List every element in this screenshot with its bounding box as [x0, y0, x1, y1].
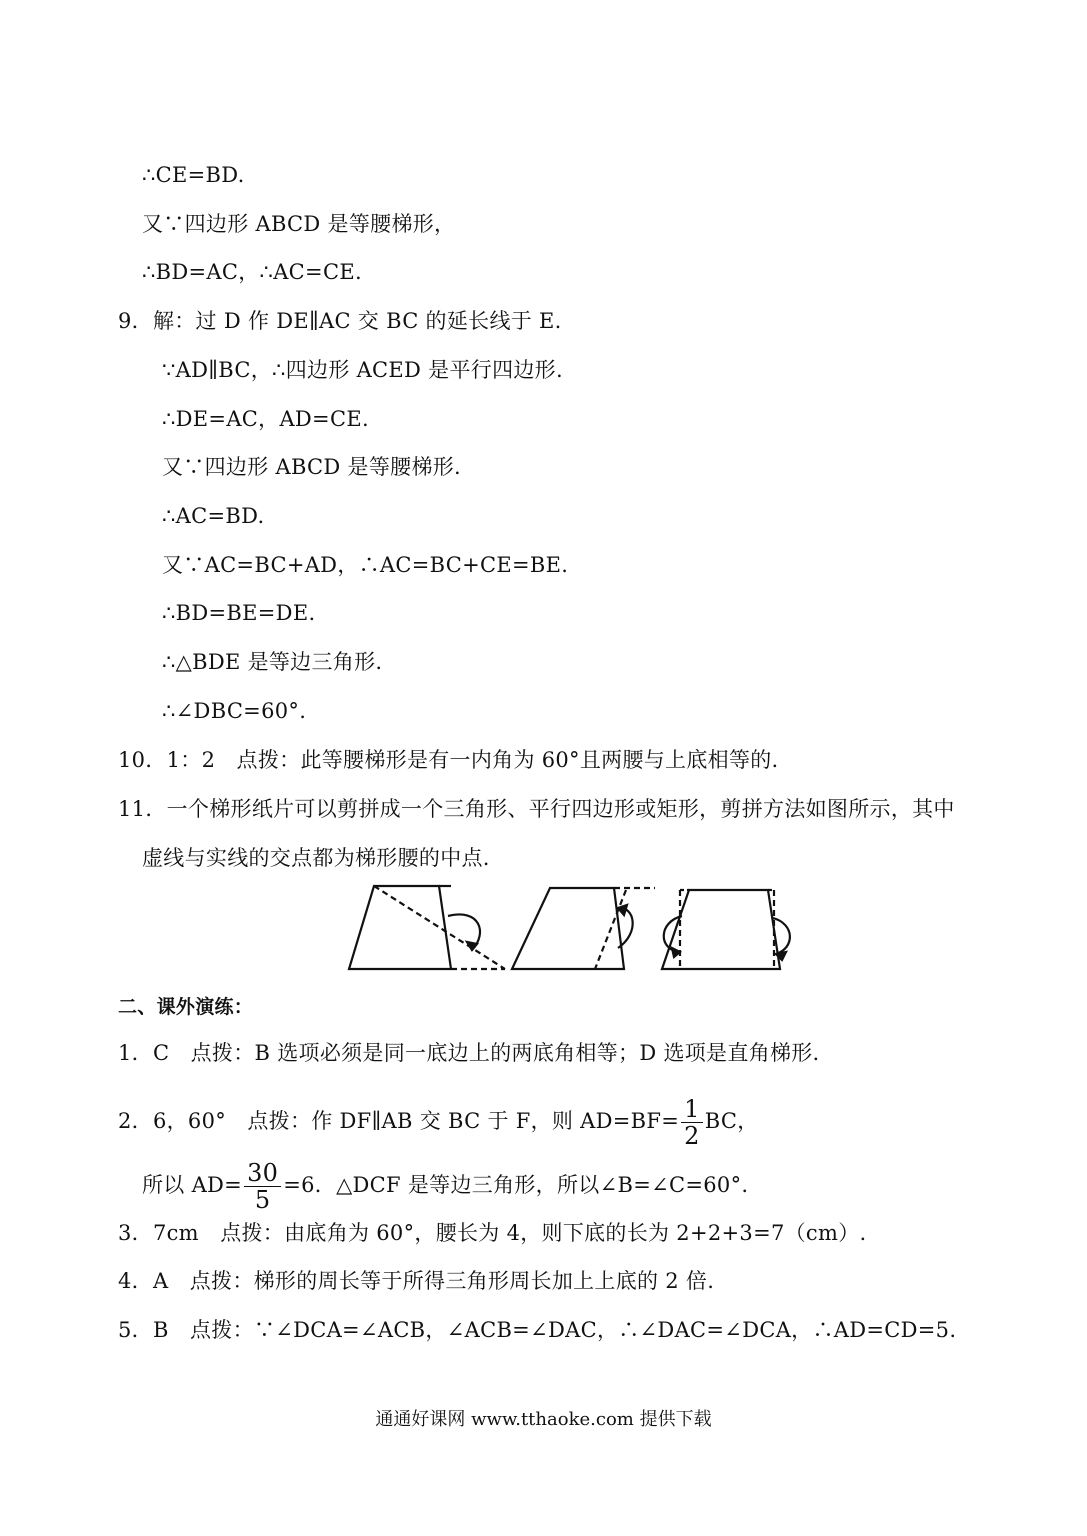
- answer-2-suffix: BC，: [704, 1109, 759, 1133]
- q11-line-2: 虚线与实线的交点都为梯形腰的中点.: [142, 846, 490, 870]
- q9-step: 又∵四边形 ABCD 是等腰梯形.: [162, 455, 462, 479]
- proof-line-3: ∴BD=AC，∴AC=CE.: [142, 260, 362, 284]
- fraction-denominator: 5: [254, 1186, 271, 1214]
- answer-2-continued: [142, 1160, 748, 1213]
- answer-2b-suffix: =6．△DCF 是等边三角形，所以∠B=∠C=60°.: [283, 1173, 749, 1197]
- q9-step: ∴AC=BD.: [162, 504, 265, 528]
- q9-step: ∴DE=AC，AD=CE.: [162, 407, 369, 431]
- answer-1: 1．C 点拨：B 选项必须是同一底边上的两底角相等；D 选项是直角梯形.: [118, 1041, 820, 1065]
- q9-step: ∴∠DBC=60°.: [162, 699, 307, 723]
- q9-step: ∴△BDE 是等边三角形.: [162, 650, 383, 674]
- q11-line-1: 11．一个梯形纸片可以剪拼成一个三角形、平行四边形或矩形，剪拼方法如图所示，其中: [118, 797, 955, 821]
- answer-3: 3．7cm 点拨：由底角为 60°，腰长为 4，则下底的长为 2+2+3=7（cm）.: [118, 1221, 867, 1245]
- figure-2-parallelogram: [512, 888, 655, 969]
- figure-1-triangle: [349, 886, 505, 969]
- fraction-denominator: 2: [684, 1122, 700, 1150]
- answer-4: 4．A 点拨：梯形的周长等于所得三角形周长加上上底的 2 倍.: [118, 1269, 715, 1293]
- fraction-thirty-fifths: [244, 1160, 281, 1213]
- section-heading: 二、课外演练：: [118, 996, 254, 1018]
- q9-step: 又∵AC=BC+AD，∴AC=BC+CE=BE.: [162, 553, 569, 577]
- q9-step: ∴BD=BE=DE.: [162, 601, 316, 625]
- proof-line-2: 又∵四边形 ABCD 是等腰梯形，: [142, 212, 456, 236]
- answer-2: [118, 1096, 759, 1149]
- fraction-one-half: [681, 1096, 703, 1149]
- q9-title: 9．解：过 D 作 DE∥AC 交 BC 的延长线于 E.: [118, 309, 562, 333]
- q10-answer: 10．1：2 点拨：此等腰梯形是有一内角为 60°且两腰与上底相等的.: [118, 748, 779, 772]
- fraction-numerator: 30: [244, 1160, 281, 1187]
- figure-3-rectangle: [662, 890, 790, 969]
- answer-2b-prefix: 所以 AD=: [142, 1173, 243, 1197]
- page-footer: 通通好课网 www.tthaoke.com 提供下载: [375, 1409, 712, 1430]
- trapezoid-cut-figure: [340, 878, 800, 978]
- answer-2-prefix: 2．6，60° 点拨：作 DF∥AB 交 BC 于 F，则 AD=BF=: [118, 1109, 680, 1133]
- answer-5: 5．B 点拨：∵∠DCA=∠ACB，∠ACB=∠DAC，∴∠DAC=∠DCA，∴AD=CD=5.: [118, 1318, 957, 1342]
- fraction-numerator: 1: [681, 1096, 703, 1123]
- q9-step: ∵AD∥BC，∴四边形 ACED 是平行四边形.: [162, 358, 563, 382]
- proof-line-1: ∴CE=BD.: [142, 163, 245, 187]
